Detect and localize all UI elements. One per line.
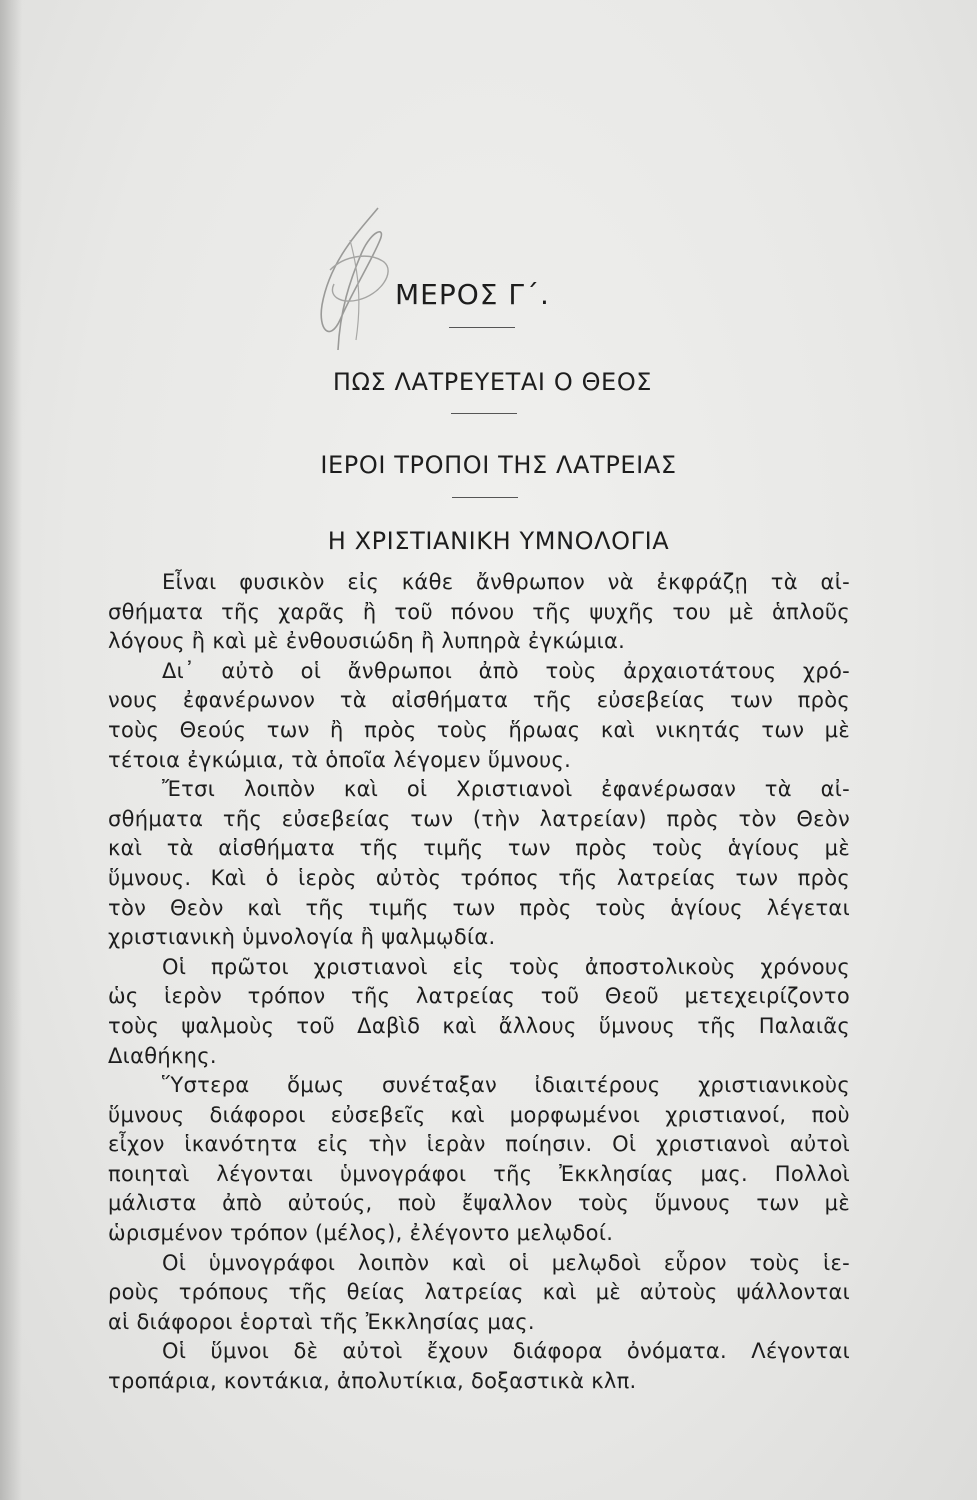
text-line: Δι᾿ αὐτὸ οἱ ἄνθρωποι ἀπὸ τοὺς ἀρχαιοτάτους χρό-	[162, 658, 850, 683]
text-line: Ἔτσι λοιπὸν καὶ οἱ Χριστιανοὶ ἐφανέρωσαν τὰ αἰ-	[162, 777, 850, 802]
text-line: τοὺς ψαλμοὺς τοῦ Δαβὶδ καὶ ἄλλους ὕμνους τῆς Παλαιᾶς	[108, 1013, 850, 1038]
body-text	[108, 568, 850, 1397]
divider-rule	[452, 497, 518, 498]
handwritten-signature-mark	[300, 200, 410, 360]
text-line: ὕμνους. Καὶ ὁ ἱερὸς αὐτὸς τρόπος τῆς λατρείας των πρὸς	[108, 865, 850, 890]
text-line: σθήματα τῆς εὐσεβείας των (τὴν λατρείαν) πρὸς τὸν Θεὸν	[108, 806, 850, 831]
text-line: ὕμνους διάφοροι εὐσεβεῖς καὶ μορφωμένοι χριστιανοί, ποὺ	[108, 1102, 850, 1127]
text-line: τροπάρια, κοντάκια, ἀπολυτίκια, δοξαστικὰ κλπ.	[108, 1369, 637, 1394]
chapter-subheading: ΙΕΡΟΙ ΤΡΟΠΟΙ ΤΗΣ ΛΑΤΡΕΙΑΣ	[320, 451, 677, 479]
text-line: λόγους ἢ καὶ μὲ ἐνθουσιώδη ἢ λυπηρὰ ἐγκώμια.	[108, 629, 626, 654]
text-line: Διαθήκης.	[108, 1043, 217, 1068]
chapter-heading: ΠΩΣ ΛΑΤΡΕΥΕΤΑΙ Ο ΘΕΟΣ	[332, 368, 653, 396]
text-line: καὶ τὰ αἰσθήματα τῆς τιμῆς των πρὸς τοὺς ἁγίους μὲ	[108, 836, 850, 861]
text-line: τέτοια ἐγκώμια, τὰ ὁποῖα λέγομεν ὕμνους.	[108, 747, 572, 772]
text-line: νους ἐφανέρωνον τὰ αἰσθήματα τῆς εὐσεβείας των πρὸς	[108, 688, 850, 713]
text-line: αἱ διάφοροι ἑορταὶ τῆς Ἐκκλησίας μας.	[108, 1309, 535, 1334]
page-gutter-shadow	[0, 0, 22, 1500]
text-line: σθήματα τῆς χαρᾶς ἢ τοῦ πόνου τῆς ψυχῆς του μὲ ἁπλοῦς	[108, 599, 850, 624]
divider-rule	[451, 413, 517, 414]
divider-rule	[449, 327, 515, 328]
text-line: ποιηταὶ λέγονται ὑμνογράφοι τῆς Ἐκκλησίας μας. Πολλοὶ	[108, 1161, 850, 1186]
text-line: Ὕστερα ὅμως συνέταξαν ἰδιαιτέρους χριστιανικοὺς	[162, 1073, 850, 1098]
text-line: Οἱ ὑμνογράφοι λοιπὸν καὶ οἱ μελῳδοὶ εὗρον τοὺς ἱε-	[162, 1250, 850, 1275]
text-line: ὡς ἱερὸν τρόπον τῆς λατρείας τοῦ Θεοῦ μετεχειρίζοντο	[108, 984, 850, 1009]
text-line: τοὺς Θεούς των ἢ πρὸς τοὺς ἥρωας καὶ νικητάς των μὲ	[108, 717, 850, 742]
text-line: ὡρισμένον τρόπον (μέλος), ἐλέγοντο μελῳδοί.	[108, 1221, 614, 1246]
text-line: Εἶναι φυσικὸν εἰς κάθε ἄνθρωπον νὰ ἐκφράζῃ τὰ αἰ-	[162, 570, 850, 594]
text-line: χριστιανικὴ ὑμνολογία ἢ ψαλμῳδία.	[108, 925, 496, 950]
text-line: εἶχον ἱκανότητα εἰς τὴν ἱερὰν ποίησιν. Οἱ χριστιανοὶ αὐτοὶ	[108, 1132, 850, 1157]
part-title: ΜΕΡΟΣ Γ΄.	[395, 278, 550, 311]
text-line: Οἱ πρῶτοι χριστιανοὶ εἰς τοὺς ἀποστολικοὺς χρόνους	[162, 954, 850, 979]
text-line: Οἱ ὕμνοι δὲ αὐτοὶ ἔχουν διάφορα ὀνόματα. Λέγονται	[162, 1339, 850, 1364]
section-heading: Η ΧΡΙΣΤΙΑΝΙΚΗ ΥΜΝΟΛΟΓΙΑ	[327, 527, 670, 555]
text-line: τὸν Θεὸν καὶ τῆς τιμῆς των πρὸς τοὺς ἁγίους λέγεται	[108, 895, 850, 920]
text-line: ροὺς τρόπους τῆς θείας λατρείας καὶ μὲ αὐτοὺς ψάλλονται	[108, 1280, 850, 1305]
text-line: μάλιστα ἀπὸ αὐτούς, ποὺ ἔψαλλον τοὺς ὕμνους των μὲ	[108, 1191, 850, 1216]
